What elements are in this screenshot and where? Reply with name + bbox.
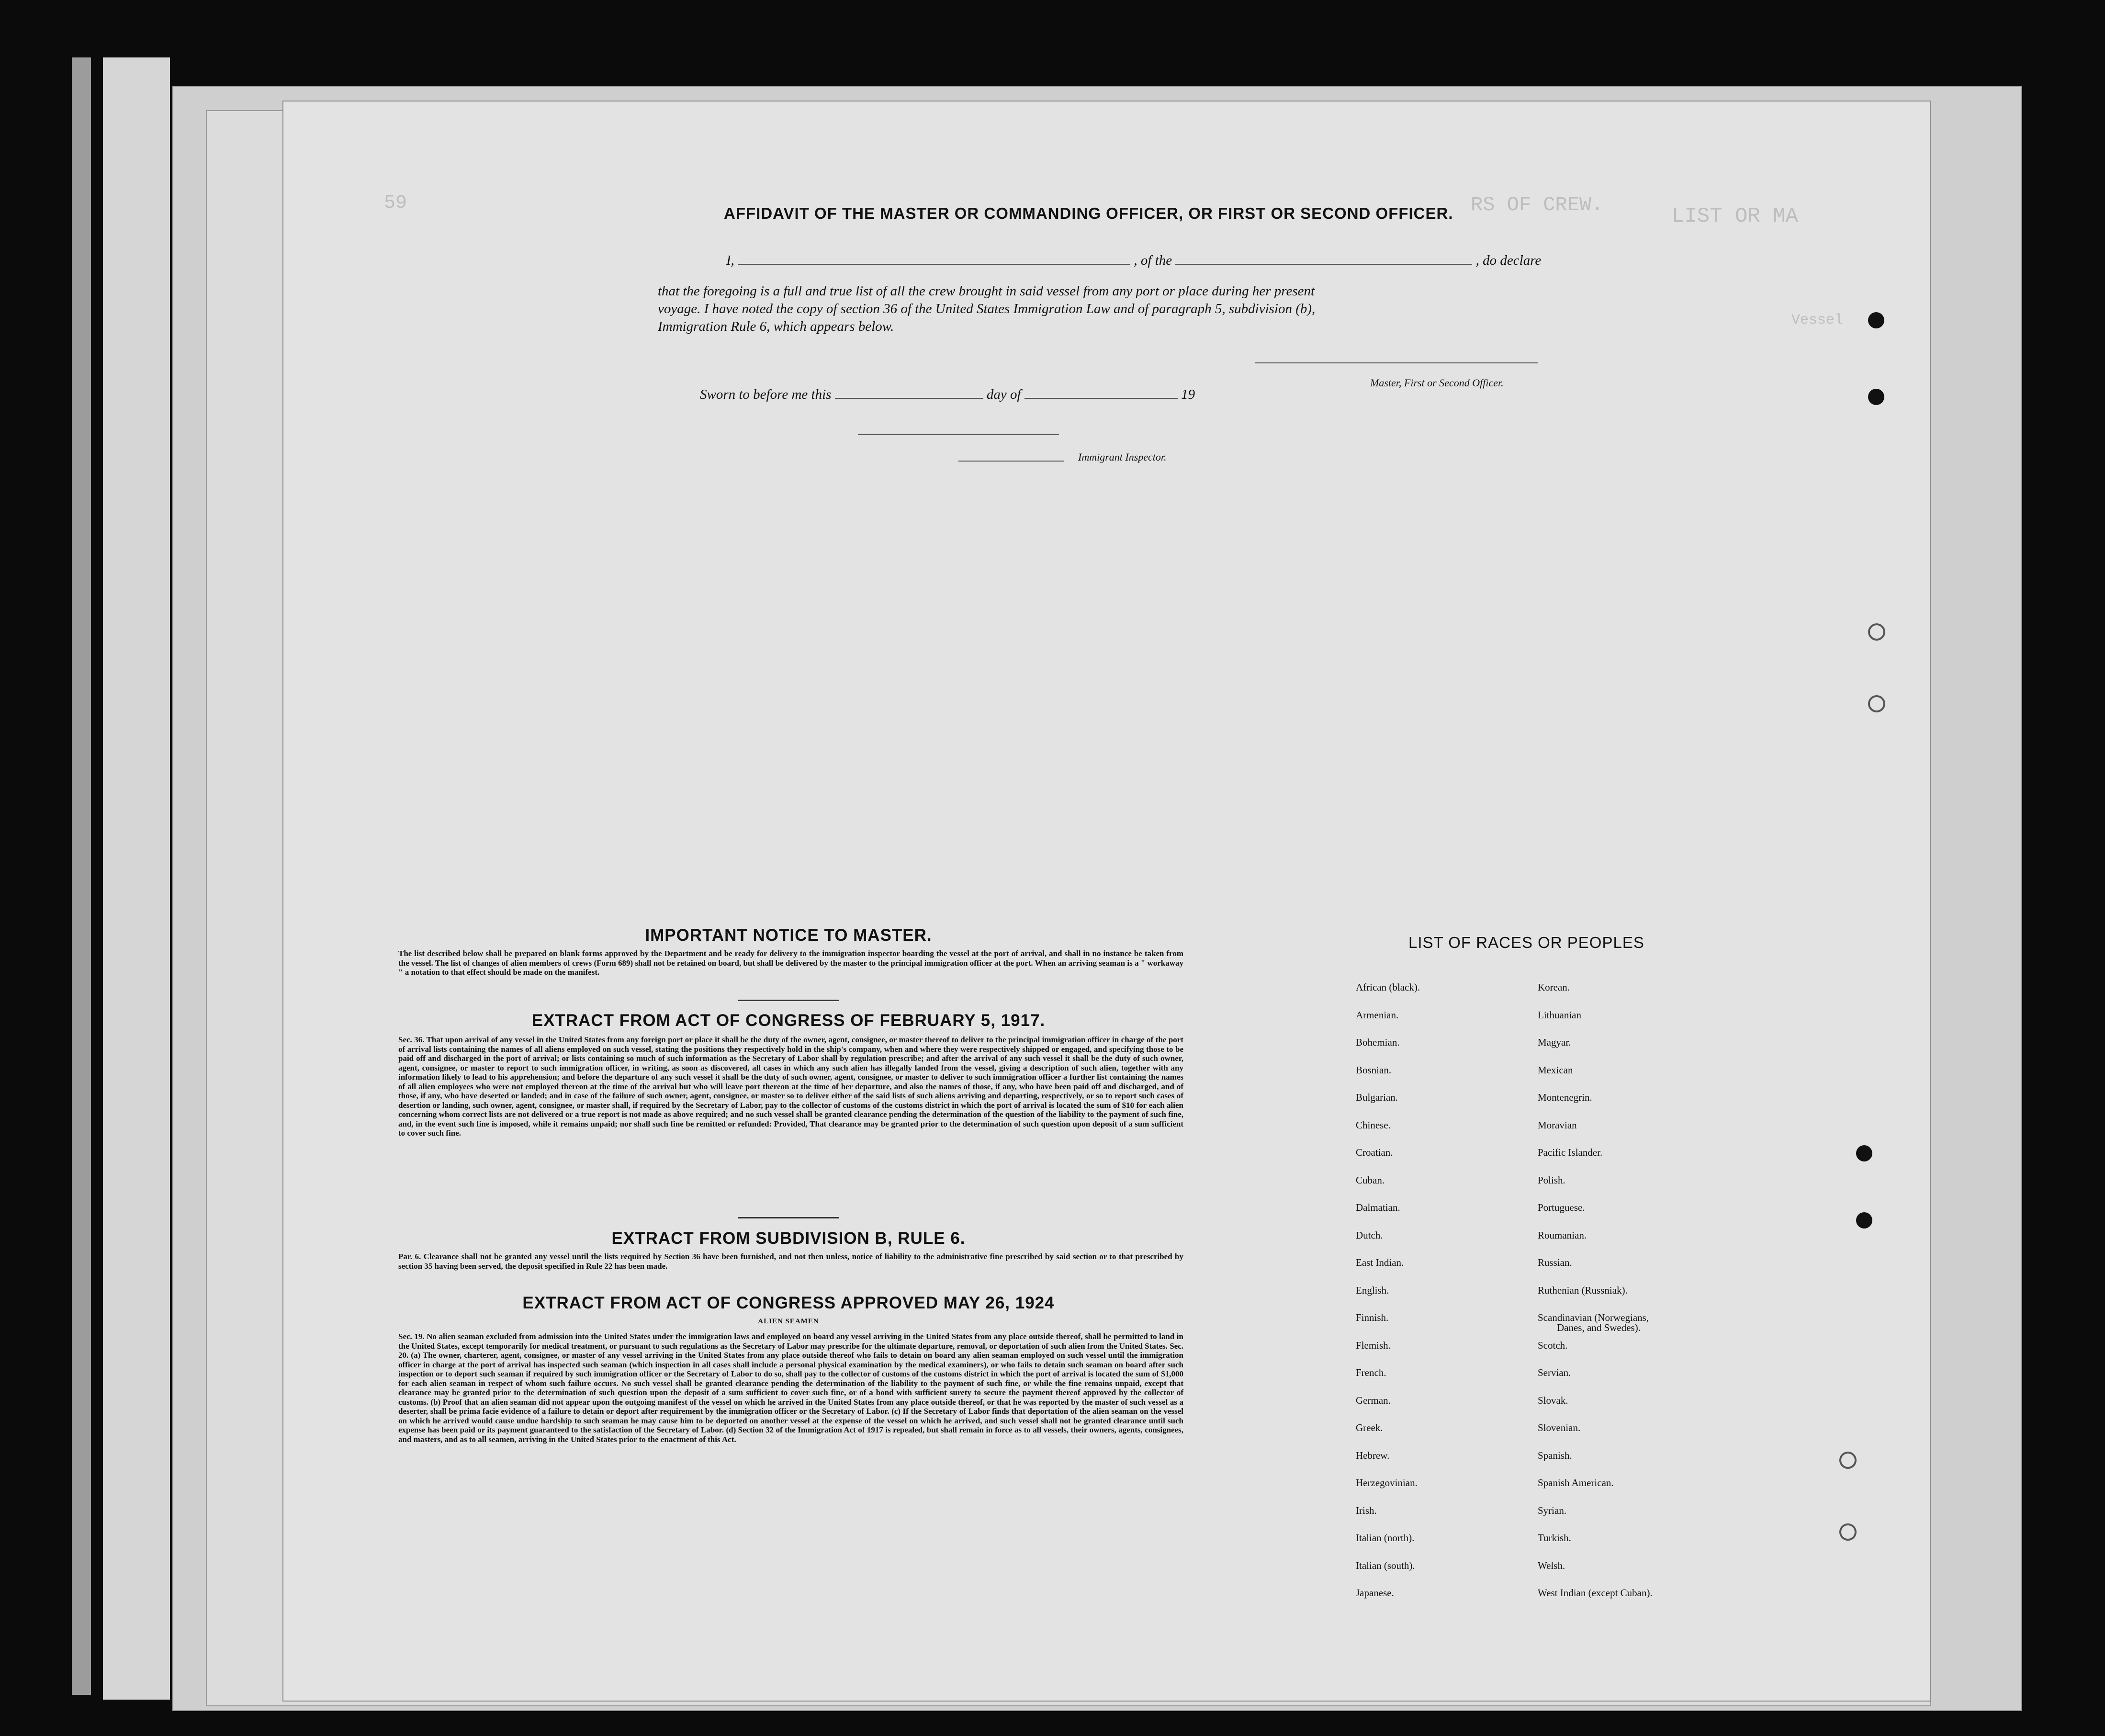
race-item-continuation: Danes, and Swedes). — [1557, 1322, 1641, 1333]
race-item: East Indian. — [1356, 1257, 1404, 1268]
sworn-month-field[interactable] — [1024, 386, 1178, 399]
year-label: 19 — [1181, 387, 1195, 402]
race-item: Chinese. — [1356, 1119, 1391, 1131]
race-item: Italian (south). — [1356, 1559, 1415, 1571]
race-item: Bulgarian. — [1356, 1092, 1398, 1103]
bleed-through-page-number: 59 — [384, 192, 407, 214]
binder-edge — [72, 57, 91, 1695]
race-item: Finnish. — [1356, 1312, 1389, 1323]
race-item: Turkish. — [1538, 1532, 1571, 1544]
affidavit-declarant-line — [726, 252, 1541, 269]
race-item: Irish. — [1356, 1504, 1377, 1516]
race-item: Herzegovinian. — [1356, 1477, 1418, 1488]
race-item: French. — [1356, 1367, 1386, 1378]
race-item: Dalmatian. — [1356, 1202, 1400, 1213]
notice-text: The list described below shall be prepared on blank forms approved by the Department and be ready for delivery to the immigration inspector boarding the vessel at the port of arrival, and shall in no instance be taken from the vessel. The list of changes of alien members of crews (Form 689) shall not be retained on board, but shall be delivered by the master to the principal immigration officer at the port. When an arriving seaman is a " workaway " a notation to that effect should be made on the manifest. — [398, 949, 1183, 977]
races-right-column — [1538, 981, 1653, 1615]
extract-1924-subtitle: ALIEN SEAMEN — [758, 1318, 819, 1325]
race-item: Mexican — [1538, 1064, 1573, 1076]
race-item: Slovenian. — [1538, 1422, 1581, 1433]
race-item: Hebrew. — [1356, 1449, 1390, 1461]
race-item: Russian. — [1538, 1257, 1572, 1268]
bleed-through-list-header: LIST OR MA — [1672, 204, 1799, 228]
binder-strip — [103, 57, 170, 1700]
inspector-caption: Immigrant Inspector. — [1078, 451, 1167, 463]
race-item: Magyar. — [1538, 1037, 1571, 1048]
race-item: Lithuanian — [1538, 1009, 1581, 1021]
vessel-name-field[interactable] — [1175, 252, 1472, 265]
race-item: Japanese. — [1356, 1587, 1394, 1599]
punch-hole — [1868, 389, 1884, 405]
race-item: West Indian (except Cuban). — [1538, 1587, 1653, 1599]
declarant-name-field[interactable] — [738, 252, 1130, 265]
race-item: Korean. — [1538, 981, 1570, 993]
inspector-signature-line[interactable] — [858, 434, 1059, 435]
race-item: Greek. — [1356, 1422, 1383, 1433]
divider — [738, 1217, 839, 1218]
race-item: Scotch. — [1538, 1339, 1568, 1351]
race-item: Welsh. — [1538, 1559, 1565, 1571]
affidavit-i-label: I, — [726, 253, 734, 268]
master-signature-caption: Master, First or Second Officer. — [1370, 377, 1504, 389]
bleed-through-vessel: Vessel — [1791, 312, 1844, 328]
race-item: Bosnian. — [1356, 1064, 1392, 1076]
extract-1917-text: Sec. 36. That upon arrival of any vessel in the United States from any foreign port or place it shall be the duty of the owner, agent, consignee, or master thereof to deliver to the principal immigration officer in charge of the port of arrival lists containing the names of all aliens employed on such vessel, stating the positions they respectively hold in the ship's company, when and where they were respectively shipped or engaged, and specifying those to be paid off and discharged in the port of arrival; or lists containing so much of such information as the Secretary of Labor shall by regulation prescribe; and after the arrival of any such vessel it shall be the duty of such owner, agent, consignee, or master to report to such immigration officer, in writing, as soon as discovered, all cases in which any such alien has illegally landed from the vessel, giving a description of such alien, together with any information likely to lead to his apprehension; and before the departure of any such vessel it shall be the duty of such owner, agent, consignee, or master to deliver to such immigration officer a further list containing the names of all alien employees who were not employed thereon at the time of the arrival but who will leave port thereon at the time of her departure, and also the names of those, if any, who have been paid off and discharged, and of those, if any, who have deserted or landed; and in case of the failure of such owner, agent, consignee, or master so to deliver either of the said lists of such aliens arriving and departing, respectively, or so to report such cases of desertion or landing, such owner, agent, consignee, or master shall, if required by the Secretary of Labor, pay to the collector of customs of the customs district in which the port of arrival is located the sum of $10 for each alien concerning whom correct lists are not delivered or a true report is not made as above required; and no such vessel shall be granted clearance pending the determination of the question of the liability to the payment of such fine, and, in the event such fine is imposed, while it remains unpaid; nor shall such fine be remitted or refunded: Provided, That clearance may be granted prior to the determination of such question upon deposit of a sum sufficient to cover such fine. — [398, 1035, 1183, 1138]
affidavit-of-the: , of the — [1134, 253, 1172, 268]
extract-1924-title: EXTRACT FROM ACT OF CONGRESS APPROVED MAY 26, 1924 — [522, 1294, 1055, 1312]
punch-hole — [1868, 623, 1885, 641]
punch-hole — [1839, 1523, 1857, 1541]
affidavit-title: AFFIDAVIT OF THE MASTER OR COMMANDING OFFICER, OR FIRST OR SECOND OFFICER. — [724, 204, 1453, 222]
extract-1917-title: EXTRACT FROM ACT OF CONGRESS OF FEBRUARY 5, 1917. — [531, 1011, 1046, 1030]
extract-rule6-text: Par. 6. Clearance shall not be granted any vessel until the lists required by Section 36 have been furnished, and not then unless, notice of liability to the administrative fine prescribed by said section or to that prescribed by section 35 having been served, the deposit specified in Rule 22 has been made. — [398, 1252, 1183, 1271]
divider — [738, 1000, 839, 1001]
punch-hole — [1856, 1212, 1872, 1229]
race-item: Montenegrin. — [1538, 1092, 1592, 1103]
race-item: Spanish. — [1538, 1449, 1572, 1461]
punch-hole — [1856, 1145, 1872, 1161]
punch-hole — [1839, 1452, 1857, 1469]
manifest-page — [282, 101, 1931, 1702]
race-item: Scandinavian (Norwegians, Danes, and Swedes). — [1538, 1312, 1653, 1340]
race-item: Dutch. — [1356, 1229, 1383, 1241]
notice-title: IMPORTANT NOTICE TO MASTER. — [645, 926, 932, 945]
race-item: German. — [1356, 1394, 1391, 1406]
race-item: Polish. — [1538, 1174, 1565, 1186]
race-item: Slovak. — [1538, 1394, 1568, 1406]
race-item: Moravian — [1538, 1119, 1577, 1131]
race-item: Flemish. — [1356, 1339, 1391, 1351]
race-item: African (black). — [1356, 981, 1420, 993]
extract-1924-text: Sec. 19. No alien seaman excluded from admission into the United States under the immigration laws and employed on board any vessel arriving in the United States from any place outside thereof, shall be permitted to land in the United States, except temporarily for medical treatment, or pursuant to such regulations as the Secretary of Labor may prescribe for the ultimate departure, removal, or deportation of such alien from the United States. Sec. 20. (a) The owner, charterer, agent, consignee, or master of any vessel arriving in the United States from any place outside thereof who fails to detain on board any alien seaman employed on such vessel until the immigration officer in charge at the port of arrival has inspected such seaman (which inspection in all cases shall include a personal physical examination by the medical examiners), or who fails to detain such seaman on board after such inspection or to deport such seaman if required by such immigration officer or the Secretary of Labor to do so, shall pay to the collector of customs of the customs district in which the port of arrival is located the sum of $1,000 for each alien seaman in respect of whom such failure occurs. No such vessel shall be granted clearance pending the determination of the liability to the payment of such fine, or while the fine remains unpaid, except that clearance may be granted prior to the determination of such question upon the deposit of a sum sufficient to cover such fine, or of a bond with sufficient surety to secure the payment thereof approved by the collector of customs. (b) Proof that an alien seaman did not appear upon the outgoing manifest of the vessel on which he arrived in the United States from any place outside thereof, or that he was reported by the master of such vessel as a deserter, shall be prima facie evidence of a failure to detain or deport after requirement by the immigration officer or the Secretary of Labor. (c) If the Secretary of Labor finds that deportation of the alien seaman on the vessel on which he arrived would cause undue hardship to such seaman he may cause him to be deported on another vessel at the expense of the vessel on which he arrived, and such vessel shall not be granted clearance until such expense has been paid or its payment guaranteed to the satisfaction of the Secretary of Labor. (d) Section 32 of the Immigration Act of 1917 is repealed, but shall remain in force as to all vessels, their owners, agents, consignees, and masters, and as to all seamen, arriving in the United States prior to the enactment of this Act. — [398, 1332, 1183, 1444]
race-item: Italian (north). — [1356, 1532, 1415, 1544]
punch-hole — [1868, 695, 1885, 712]
race-item: Croatian. — [1356, 1147, 1393, 1158]
punch-hole — [1868, 312, 1884, 328]
sworn-label: Sworn to before me this — [700, 387, 832, 402]
race-item: Servian. — [1538, 1367, 1571, 1378]
races-title: LIST OF RACES OR PEOPLES — [1408, 934, 1644, 951]
race-item: Ruthenian (Russniak). — [1538, 1284, 1628, 1296]
inspector-line-2 — [958, 461, 1064, 462]
race-item: Spanish American. — [1538, 1477, 1614, 1488]
race-item: Pacific Islander. — [1538, 1147, 1603, 1158]
race-item: Syrian. — [1538, 1504, 1567, 1516]
affidavit-do-declare: , do declare — [1475, 253, 1542, 268]
declaration-line-2: voyage. I have noted the copy of section 36 of the United States Immigration Law and of paragraph 5, subdivision (b), — [658, 301, 1316, 316]
races-left-column — [1356, 981, 1420, 1615]
extract-rule6-title: EXTRACT FROM SUBDIVISION B, RULE 6. — [611, 1229, 966, 1248]
sworn-line — [700, 386, 1195, 403]
declaration-line-1: that the foregoing is a full and true list of all the crew brought in said vessel from any port or place during her present — [658, 283, 1315, 299]
bleed-through-crew-header: RS OF CREW. — [1471, 193, 1604, 216]
master-signature-line[interactable] — [1255, 362, 1538, 363]
race-item: Cuban. — [1356, 1174, 1385, 1186]
race-item: Roumanian. — [1538, 1229, 1587, 1241]
race-item: Portuguese. — [1538, 1202, 1585, 1213]
declaration-line-3: Immigration Rule 6, which appears below. — [658, 319, 894, 334]
race-item: English. — [1356, 1284, 1389, 1296]
day-of-label: day of — [986, 387, 1021, 402]
race-item: Bohemian. — [1356, 1037, 1400, 1048]
race-item: Armenian. — [1356, 1009, 1399, 1021]
sworn-day-field[interactable] — [835, 386, 983, 399]
